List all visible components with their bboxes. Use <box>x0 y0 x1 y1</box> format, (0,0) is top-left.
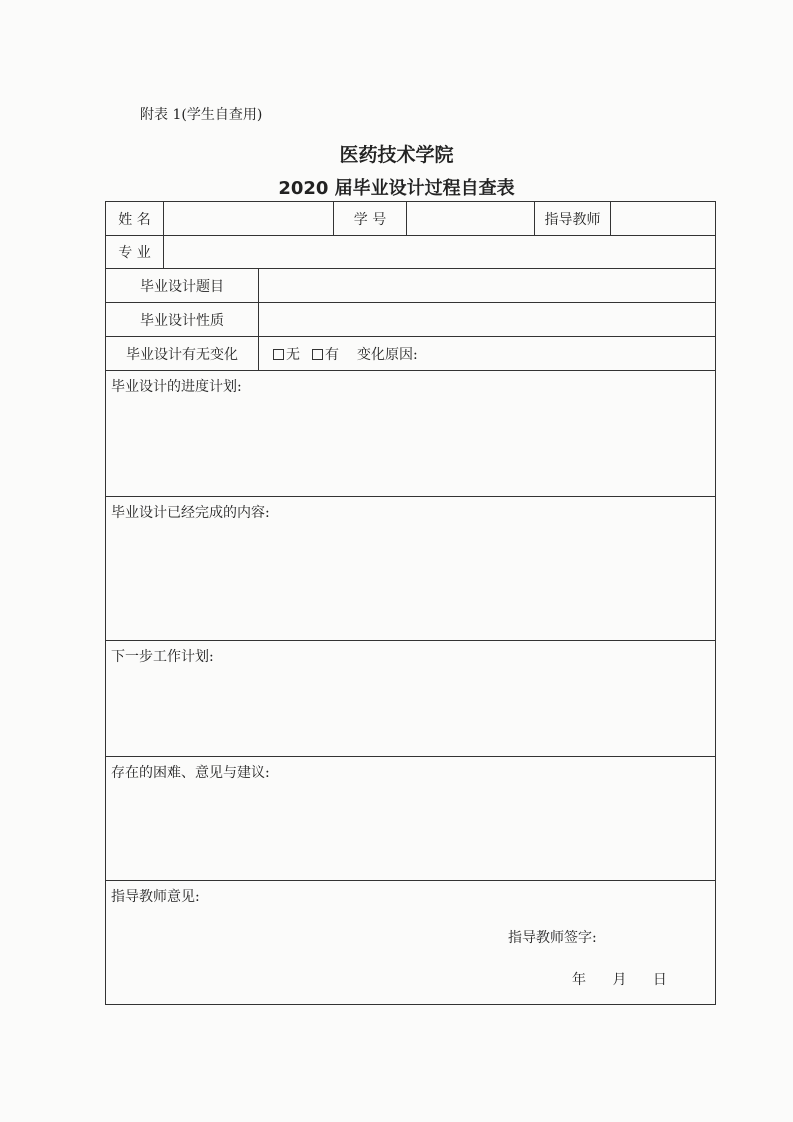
form-title: 2020 届毕业设计过程自查表 <box>278 178 515 199</box>
form-row-change <box>106 337 715 371</box>
section-completed[interactable] <box>106 497 715 641</box>
date-day: 日 <box>652 972 667 988</box>
form-row-topic <box>106 269 715 303</box>
completed-label: 毕业设计已经完成的内容: <box>111 505 270 521</box>
checkbox-yes[interactable] <box>312 349 323 360</box>
major-label: 专 业 <box>106 236 164 268</box>
nature-field[interactable] <box>259 303 715 336</box>
checkbox-none[interactable] <box>273 349 284 360</box>
section-advisor-opinion[interactable] <box>106 881 715 1004</box>
change-options <box>259 337 715 370</box>
self-check-form <box>105 201 716 1005</box>
option-none[interactable]: 无 <box>273 344 300 364</box>
change-label: 毕业设计有无变化 <box>106 337 259 370</box>
section-progress-plan[interactable] <box>106 371 715 497</box>
advisor-field[interactable] <box>611 202 715 235</box>
appendix-label: 附表 1(学生自查用) <box>140 107 263 123</box>
institution-title: 医药技术学院 <box>339 144 454 166</box>
date-month: 月 <box>612 972 627 988</box>
topic-label: 毕业设计题目 <box>106 269 259 302</box>
difficulties-label: 存在的困难、意见与建议: <box>111 765 270 781</box>
student-id-field[interactable] <box>407 202 535 235</box>
student-id-label: 学 号 <box>334 202 407 235</box>
date-year: 年 <box>572 972 586 988</box>
advisor-opinion-label: 指导教师意见: <box>111 889 200 905</box>
change-reason-label: 变化原因: <box>357 346 418 363</box>
form-row-nature <box>106 303 715 337</box>
advisor-label: 指导教师 <box>535 202 611 235</box>
advisor-signature-label: 指导教师签字: <box>508 930 597 946</box>
next-plan-label: 下一步工作计划: <box>111 649 214 665</box>
topic-field[interactable] <box>259 269 715 302</box>
option-yes[interactable]: 有 <box>312 344 339 364</box>
major-field[interactable] <box>164 236 715 268</box>
form-row-name <box>106 202 715 236</box>
progress-plan-label: 毕业设计的进度计划: <box>111 379 242 395</box>
section-difficulties[interactable] <box>106 757 715 881</box>
name-label: 姓 名 <box>106 202 164 235</box>
section-next-plan[interactable] <box>106 641 715 757</box>
form-row-major <box>106 236 715 269</box>
date-line <box>572 969 689 989</box>
name-field[interactable] <box>164 202 334 235</box>
nature-label: 毕业设计性质 <box>106 303 259 336</box>
